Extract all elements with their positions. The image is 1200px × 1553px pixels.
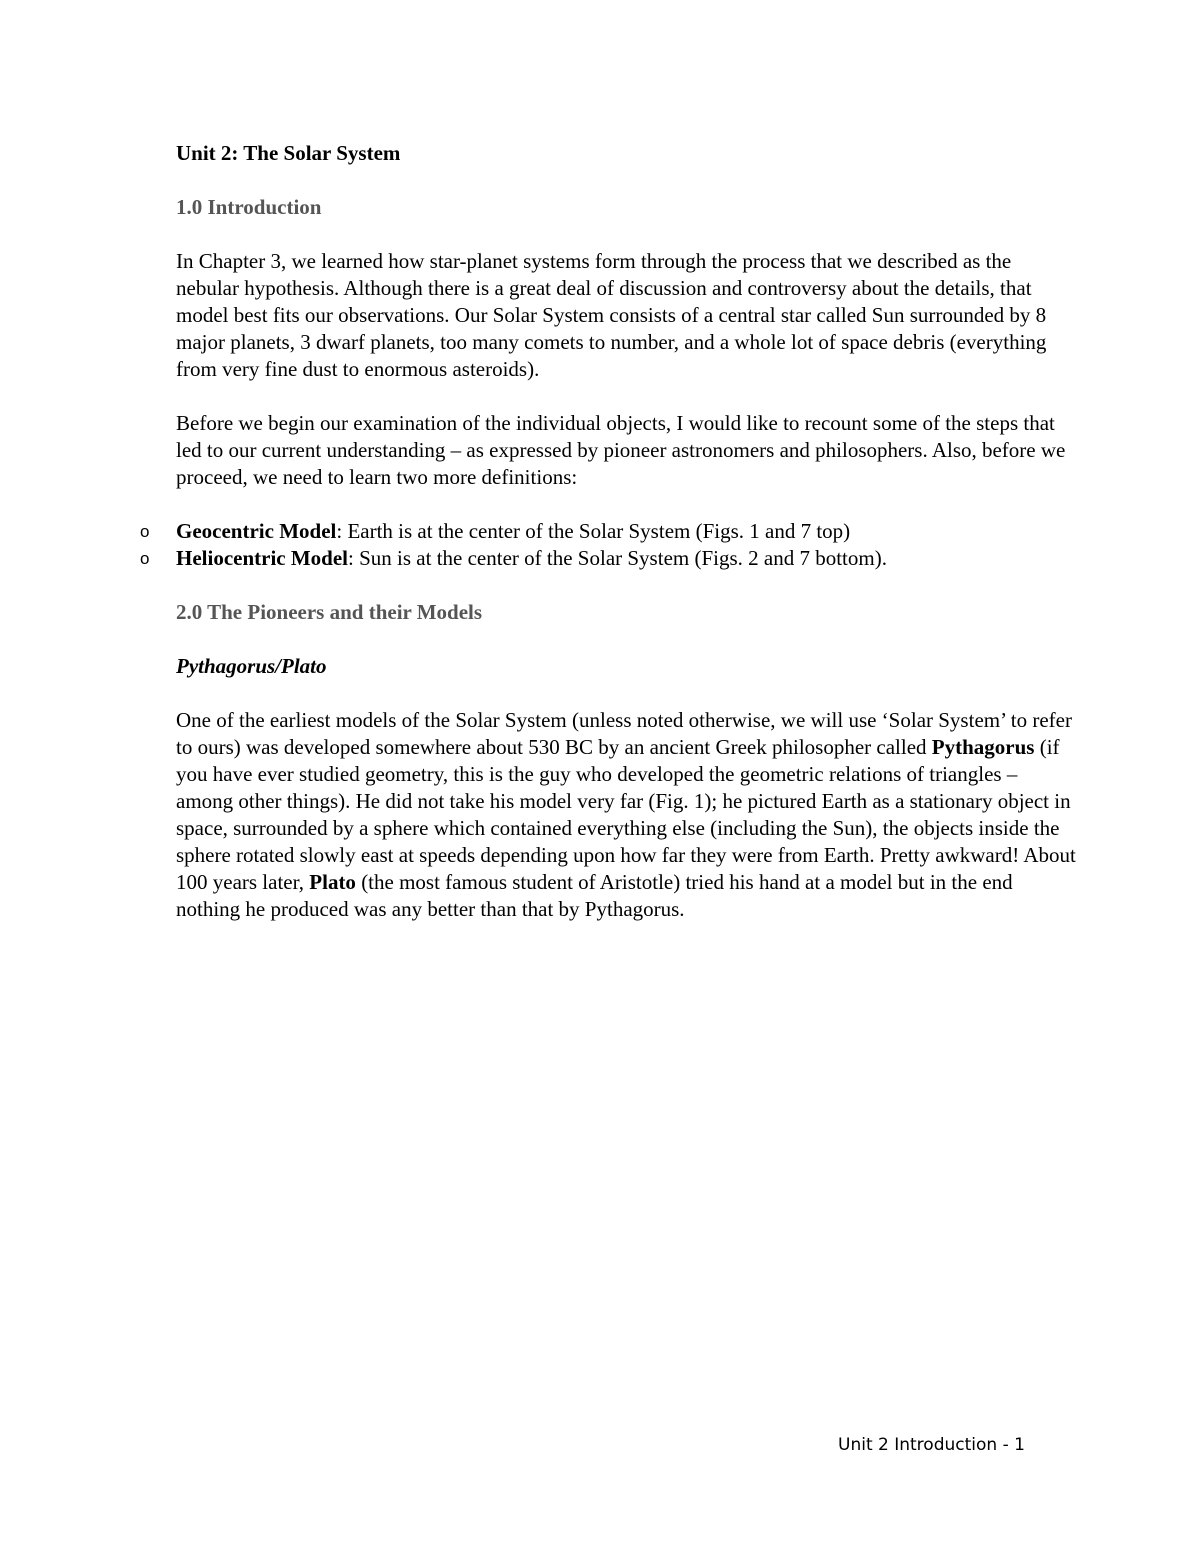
definitions-list: [140, 518, 1076, 572]
pioneer-name-plato: Plato: [309, 870, 356, 894]
bullet-marker: o: [140, 522, 150, 541]
bullet-marker: o: [140, 549, 150, 568]
pioneer-name-pythagorus: Pythagorus: [931, 735, 1035, 759]
page-footer: Unit 2 Introduction - 1: [838, 1435, 1025, 1455]
definition-heliocentric: [140, 545, 1076, 572]
intro-paragraph-2: Before we begin our examination of the individual objects, I would like to recount some of the steps that led to our current understanding – as expressed by pioneer astronomers and philosophers. Also, before we proceed, we need to learn two more definitions:: [176, 411, 1066, 489]
paragraph-text: (the most famous student of Aristotle) tried his hand at a model but in the end nothing he produced was any better than that by Pythagorus.: [176, 870, 1013, 921]
pioneers-paragraph: [176, 707, 1076, 923]
unit-title: Unit 2: The Solar System: [176, 141, 401, 165]
section-heading-introduction: 1.0 Introduction: [176, 195, 322, 219]
definition-text: : Earth is at the center of the Solar System (Figs. 1 and 7 top): [336, 519, 851, 543]
section-heading-pioneers: 2.0 The Pioneers and their Models: [176, 600, 483, 624]
subheading-pythagorus-plato: Pythagorus/Plato: [176, 654, 327, 678]
paragraph-text: One of the earliest models of the Solar System (unless noted otherwise, we will use ‘Solar System’ to refer to ours) was developed somewhere about 530 BC by an ancient Greek philosopher called: [176, 708, 1072, 759]
intro-paragraph-1: In Chapter 3, we learned how star-planet systems form through the process that we described as the nebular hypothesis. Although there is a great deal of discussion and controversy about the details, that model best fits our observations. Our Solar System consists of a central star called Sun surrounded by 8 major planets, 3 dwarf planets, too many comets to number, and a whole lot of space debris (everything from very fine dust to enormous asteroids).: [176, 249, 1047, 381]
definition-term: Geocentric Model: [176, 519, 337, 543]
definition-text: : Sun is at the center of the Solar System (Figs. 2 and 7 bottom).: [348, 546, 887, 570]
definition-term: Heliocentric Model: [176, 546, 349, 570]
paragraph-text: (if you have ever studied geometry, this is the guy who developed the geometric relations of triangles – among other things). He did not take his model very far (Fig. 1); he pictured Earth as a stationary object in space, surrounded by a sphere which contained everything else (including the Sun), the objects inside the sphere rotated slowly east at speeds depending upon how far they were from Earth. Pretty awkward! About 100 years later,: [176, 735, 1076, 894]
definition-geocentric: [140, 518, 1076, 545]
page-content: [140, 140, 1076, 950]
